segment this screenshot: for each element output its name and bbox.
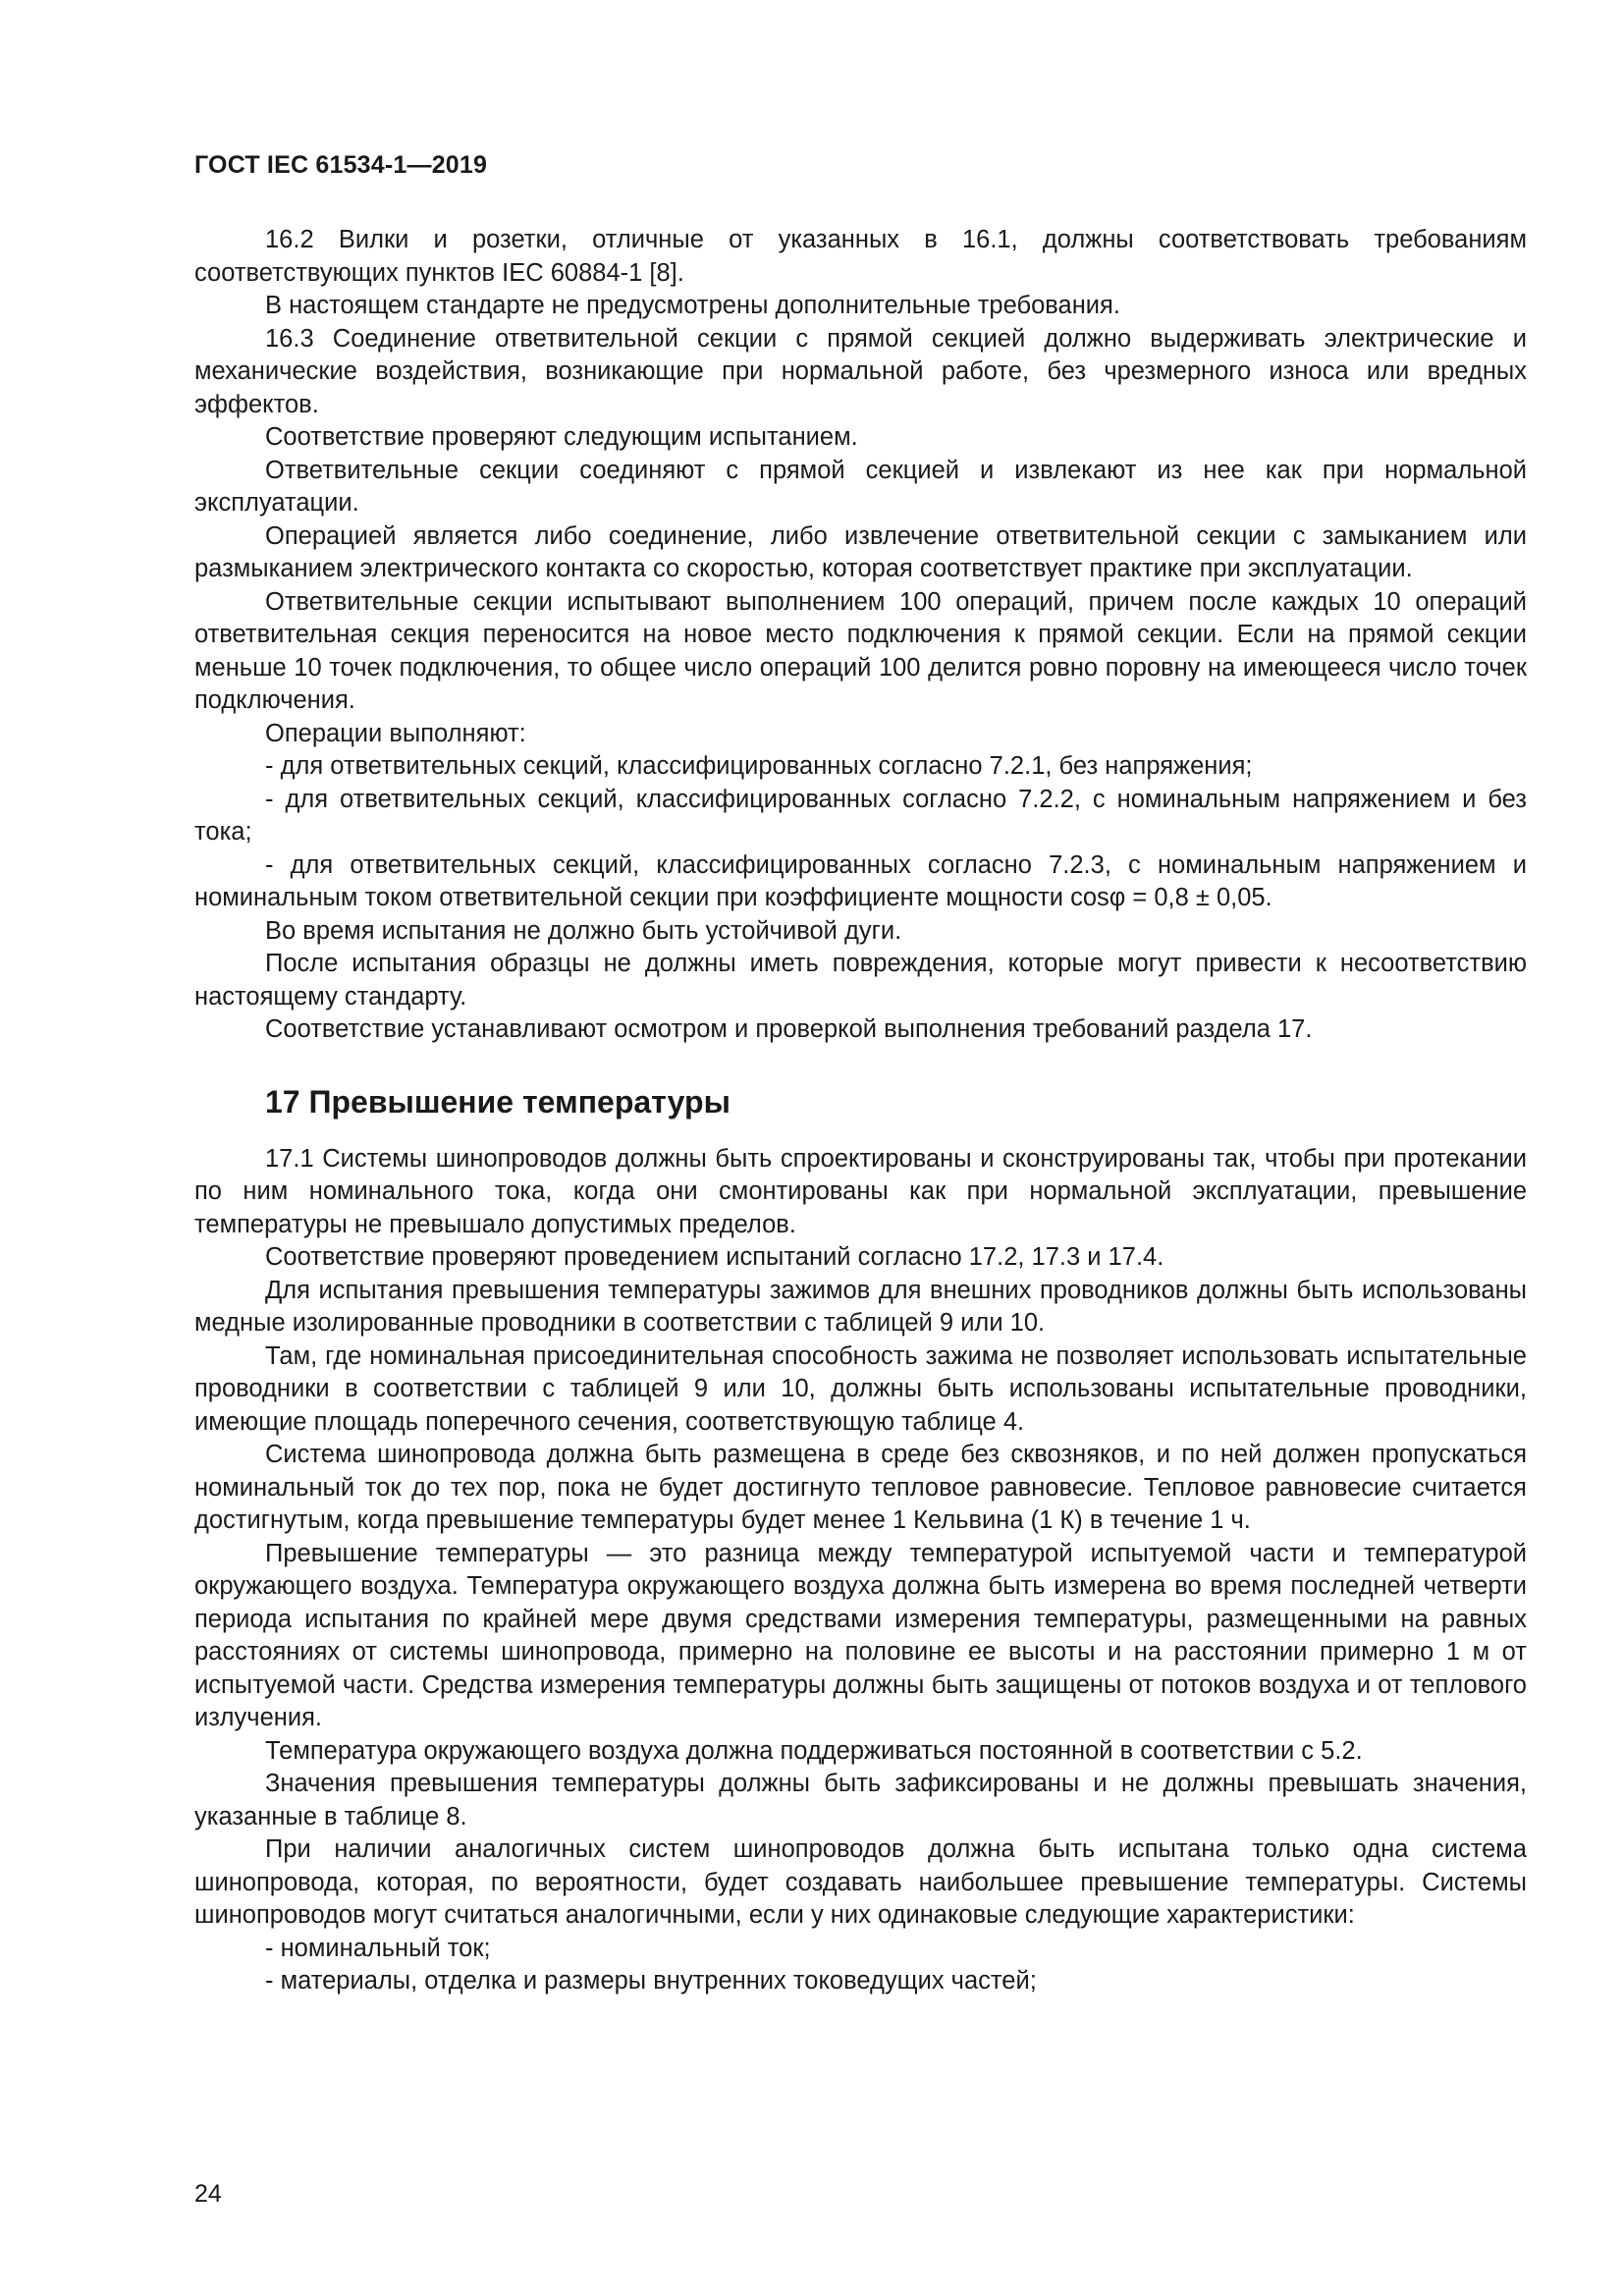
list-item: - номинальный ток; xyxy=(265,1934,491,1962)
page-number: 24 xyxy=(194,2180,222,2208)
paragraph: Во время испытания не должно быть устойчивой дуги. xyxy=(265,916,902,945)
paragraph: Превышение температуры — это разница между температурой испытуемой части и температурой окружающего воздуха. Температура окружающего воздуха должна быть измерена во время последней четверти периода испытания по крайней мере двумя средствами измерения температуры, размещенными на равных расстояниях от системы шинопровода, примерно на половине ее высоты и на расстоянии примерно 1 м от испытуемой части. Средства измерения температуры должны быть защищены от потоков воздуха и от теплового излучения. xyxy=(194,1539,1527,1731)
section-17-title: 17 Превышение температуры xyxy=(265,1083,730,1120)
list-item: - для ответвительных секций, классифицированных согласно 7.2.3, с номинальным напряжением и номинальным током ответвительной секции при коэффициенте мощности cosφ = 0,8 ± 0,05. xyxy=(194,850,1527,911)
paragraph: Ответвительные секции соединяют с прямой секцией и извлекают из нее как при нормальной эксплуатации. xyxy=(194,456,1527,517)
paragraph: Температура окружающего воздуха должна поддерживаться постоянной в соответствии с 5.2. xyxy=(265,1736,1363,1765)
paragraph: Операции выполняют: xyxy=(265,719,526,747)
list-item: - для ответвительных секций, классифицированных согласно 7.2.1, без напряжения; xyxy=(265,752,1253,780)
paragraph: Соответствие устанавливают осмотром и проверкой выполнения требований раздела 17. xyxy=(265,1015,1313,1043)
paragraph: Соответствие проверяют следующим испытанием. xyxy=(265,423,858,451)
paragraph: Операцией является либо соединение, либо извлечение ответвительной секции с замыканием или размыканием электрического контакта со скоростью, которая соответствует практике при эксплуатации. xyxy=(194,521,1527,582)
document-code-header: ГОСТ IEC 61534-1—2019 xyxy=(194,151,488,179)
list-item: - для ответвительных секций, классифицированных согласно 7.2.2, с номинальным напряжением и без тока; xyxy=(194,785,1527,846)
paragraph: При наличии аналогичных систем шинопроводов должна быть испытана только одна система шинопровода, которая, по вероятности, будет создавать наибольшее превышение температуры. Системы шинопроводов могут считаться аналогичными, если у них одинаковые следующие характеристики: xyxy=(194,1835,1527,1929)
paragraph: В настоящем стандарте не предусмотрены дополнительные требования. xyxy=(265,292,1120,319)
paragraph-16-2: 16.2 Вилки и розетки, отличные от указанных в 16.1, должны соответствовать требованиям соответствующих пунктов IEC 60884-1 [8]. xyxy=(194,226,1527,287)
paragraph: После испытания образцы не должны иметь повреждения, которые могут привести к несоответствию настоящему стандарту. xyxy=(194,950,1527,1011)
paragraph: Система шинопровода должна быть размещена в среде без сквозняков, и по ней должен пропускаться номинальный ток до тех пор, пока не будет достигнуто тепловое равновесие. Тепловое равновесие считается достигнутым, когда превышение температуры будет менее 1 Кельвина (1 К) в течение 1 ч. xyxy=(194,1441,1527,1534)
paragraph-17-1: 17.1 Системы шинопроводов должны быть спроектированы и сконструированы так, чтобы при протекании по ним номинального тока, когда они смонтированы как при нормальной эксплуатации, превышение температуры не превышало допустимых пределов. xyxy=(194,1144,1527,1238)
paragraph: Соответствие проверяют проведением испытаний согласно 17.2, 17.3 и 17.4. xyxy=(265,1243,1164,1271)
document-body xyxy=(194,224,1527,1998)
paragraph: Значения превышения температуры должны быть зафиксированы и не должны превышать значения, указанные в таблице 8. xyxy=(194,1770,1527,1831)
list-item: - материалы, отделка и размеры внутренних токоведущих частей; xyxy=(265,1967,1037,1995)
paragraph: Для испытания превышения температуры зажимов для внешних проводников должны быть использованы медные изолированные проводники в соответствии с таблицей 9 или 10. xyxy=(194,1276,1527,1337)
paragraph: Там, где номинальная присоединительная способность зажима не позволяет использовать испытательные проводники в соответствии с таблицей 9 или 10, должны быть использованы испытательные проводники, имеющие площадь поперечного сечения, соответствующую таблице 4. xyxy=(194,1341,1527,1436)
paragraph: Ответвительные секции испытывают выполнением 100 операций, причем после каждых 10 операций ответвительная секция переносится на новое место подключения к прямой секции. Если на прямой секции меньше 10 точек подключения, то общее число операций 100 делится ровно поровну на имеющееся число точек подключения. xyxy=(194,587,1527,714)
paragraph-16-3: 16.3 Соединение ответвительной секции с прямой секцией должно выдерживать электрические и механические воздействия, возникающие при нормальной работе, без чрезмерного износа или вредных эффектов. xyxy=(194,324,1527,418)
